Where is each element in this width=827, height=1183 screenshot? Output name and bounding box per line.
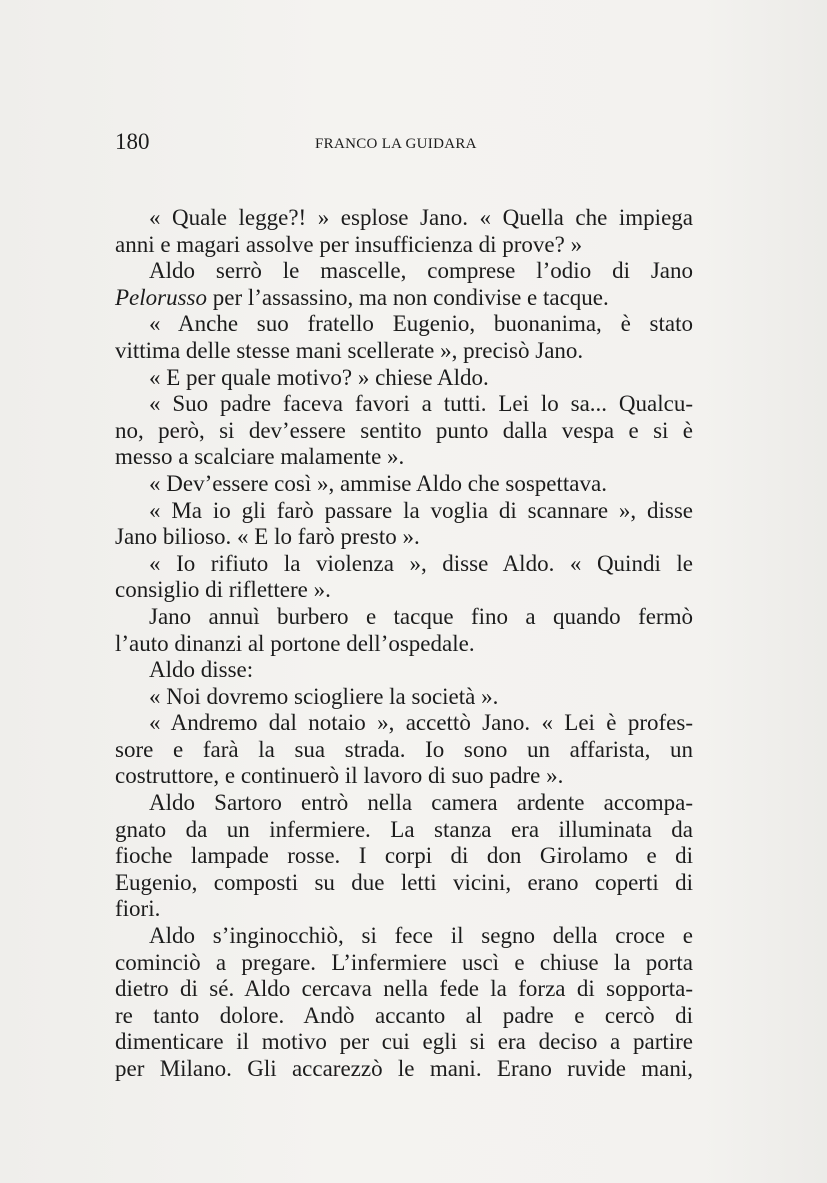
text-line: l’auto dinanzi al portone dell’ospedale. (115, 630, 475, 656)
text-line: cominciò a pregare. L’infermiere uscì e chiuse la porta (115, 949, 693, 975)
text-line: re tanto dolore. Andò accanto al padre e cercò di (115, 1002, 693, 1028)
text-line: per Milano. Gli accarezzò le mani. Erano ruvide mani, (115, 1056, 693, 1081)
text-line: messo a scalciare malamente ». (115, 444, 405, 470)
text-line: dimenticare il motivo per cui egli si era deciso a partire (115, 1029, 693, 1055)
text-line: Jano bilioso. « E lo farò presto ». (115, 524, 420, 550)
text-line: fiori. (115, 896, 161, 922)
text-line: « Ma io gli farò passare la voglia di scannare », disse (149, 497, 693, 523)
running-head: FRANCO LA GUIDARA (315, 136, 477, 152)
page-number: 180 (115, 129, 150, 154)
text-line: anni e magari assolve per insufficienza di prove? » (115, 231, 583, 257)
text-segment: per l’assassino, ma non condivise e tacque. (207, 284, 609, 310)
text-line: « Anche suo fratello Eugenio, buonanima, è stato (149, 311, 693, 337)
text-line: dietro di sé. Aldo cercava nella fede la forza di sopporta- (115, 976, 693, 1002)
text-line: « Suo padre faceva favori a tutti. Lei lo sa... Qualcu- (149, 391, 693, 417)
text-line: no, però, si dev’essere sentito punto dalla vespa e si è (115, 417, 693, 443)
text-line (115, 285, 693, 312)
text-line: Aldo Sartoro entrò nella camera ardente accompa- (149, 790, 693, 816)
text-line: gnato da un infermiere. La stanza era illuminata da (115, 816, 693, 842)
body-text (115, 205, 693, 1083)
text-line: Aldo serrò le mascelle, comprese l’odio di Jano (149, 258, 693, 284)
italic-word: Pelorusso (115, 284, 207, 310)
text-line: consiglio di riflettere ». (115, 577, 331, 603)
text-line: costruttore, e continuerò il lavoro di suo padre ». (115, 763, 564, 789)
text-line: fioche lampade rosse. I corpi di don Girolamo e di (115, 843, 693, 869)
text-line: « E per quale motivo? » chiese Aldo. (149, 364, 489, 390)
text-line: « Andremo dal notaio », accettò Jano. « Lei è profes- (149, 710, 693, 736)
text-line: Jano annuì burbero e tacque fino a quando fermò (149, 603, 693, 629)
text-line: « Io rifiuto la violenza », disse Aldo. « Quindi le (149, 550, 693, 576)
text-line: « Noi dovremo sciogliere la società ». (149, 683, 499, 709)
text-line: vittima delle stesse mani scellerate », precisò Jano. (115, 337, 584, 363)
text-line: Aldo s’inginocchiò, si fece il segno della croce e (149, 923, 693, 949)
text-line: sore e farà la sua strada. Io sono un affarista, un (115, 736, 693, 762)
text-line: « Dev’essere così », ammise Aldo che sospettava. (149, 470, 607, 496)
text-line: Eugenio, composti su due letti vicini, erano coperti di (115, 869, 693, 895)
text-line: « Quale legge?! » esplose Jano. « Quella che impiega (149, 205, 693, 230)
page-header (115, 128, 705, 158)
text-line: Aldo disse: (149, 657, 254, 683)
